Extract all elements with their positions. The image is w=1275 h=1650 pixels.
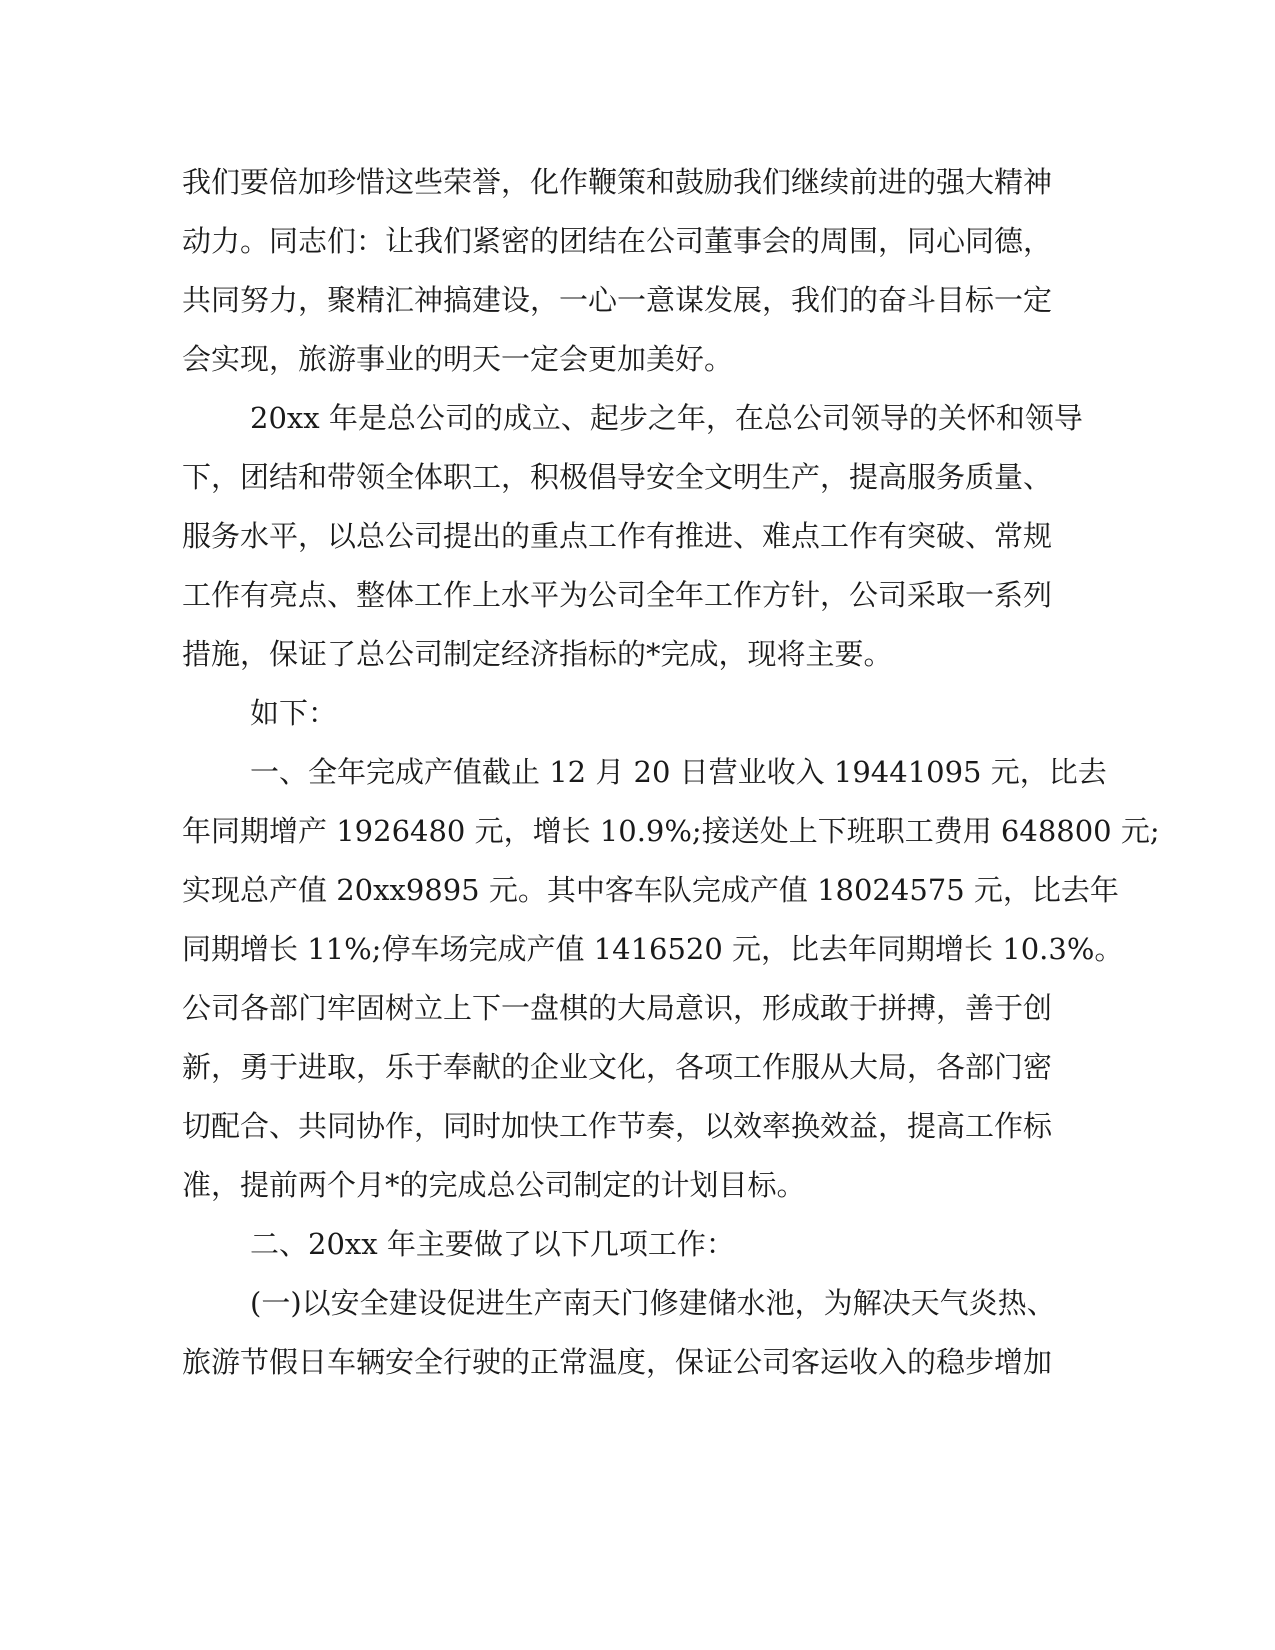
text-line: 工作有亮点、整体工作上水平为公司全年工作方针，公司采取一系列 bbox=[182, 578, 1053, 612]
text-line: 公司各部门牢固树立上下一盘棋的大局意识，形成敢于拼搏，善于创 bbox=[182, 991, 1053, 1025]
text-line: 实现总产值 20xx9895 元。其中客车队完成产值 18024575 元，比去年 bbox=[182, 873, 1119, 907]
text-line: 会实现，旅游事业的明天一定会更加美好。 bbox=[182, 342, 734, 376]
section-heading-line: 二、20xx 年主要做了以下几项工作： bbox=[250, 1227, 735, 1261]
text-line: 切配合、共同协作，同时加快工作节奏，以效率换效益，提高工作标 bbox=[182, 1109, 1053, 1143]
text-line: 年同期增产 1926480 元，增长 10.9%;接送处上下班职工费用 648800 元; bbox=[182, 814, 1160, 848]
text-line: 准，提前两个月*的完成总公司制定的计划目标。 bbox=[182, 1168, 806, 1202]
paragraph-first-line: 如下： bbox=[250, 696, 338, 730]
section-heading-line: 一、全年完成产值截止 12 月 20 日营业收入 19441095 元，比去 bbox=[250, 755, 1107, 789]
text-line: 新，勇于进取，乐于奉献的企业文化，各项工作服从大局，各部门密 bbox=[182, 1050, 1053, 1084]
text-line: 共同努力，聚精汇神搞建设，一心一意谋发展，我们的奋斗目标一定 bbox=[182, 283, 1053, 317]
subsection-heading-line: (一)以安全建设促进生产南天门修建储水池，为解决天气炎热、 bbox=[250, 1286, 1056, 1320]
text-line: 下，团结和带领全体职工，积极倡导安全文明生产，提高服务质量、 bbox=[182, 460, 1053, 494]
paragraph-first-line: 20xx 年是总公司的成立、起步之年，在总公司领导的关怀和领导 bbox=[250, 401, 1083, 435]
text-line: 服务水平，以总公司提出的重点工作有推进、难点工作有突破、常规 bbox=[182, 519, 1053, 553]
text-line: 我们要倍加珍惜这些荣誉，化作鞭策和鼓励我们继续前进的强大精神 bbox=[182, 165, 1053, 199]
text-line: 措施，保证了总公司制定经济指标的*完成，现将主要。 bbox=[182, 637, 893, 671]
text-line: 同期增长 11%;停车场完成产值 1416520 元，比去年同期增长 10.3%。 bbox=[182, 932, 1124, 966]
document-body bbox=[182, 158, 1160, 1397]
text-line: 旅游节假日车辆安全行驶的正常温度，保证公司客运收入的稳步增加 bbox=[182, 1345, 1053, 1379]
text-line: 动力。同志们：让我们紧密的团结在公司董事会的周围，同心同德， bbox=[182, 224, 1053, 258]
